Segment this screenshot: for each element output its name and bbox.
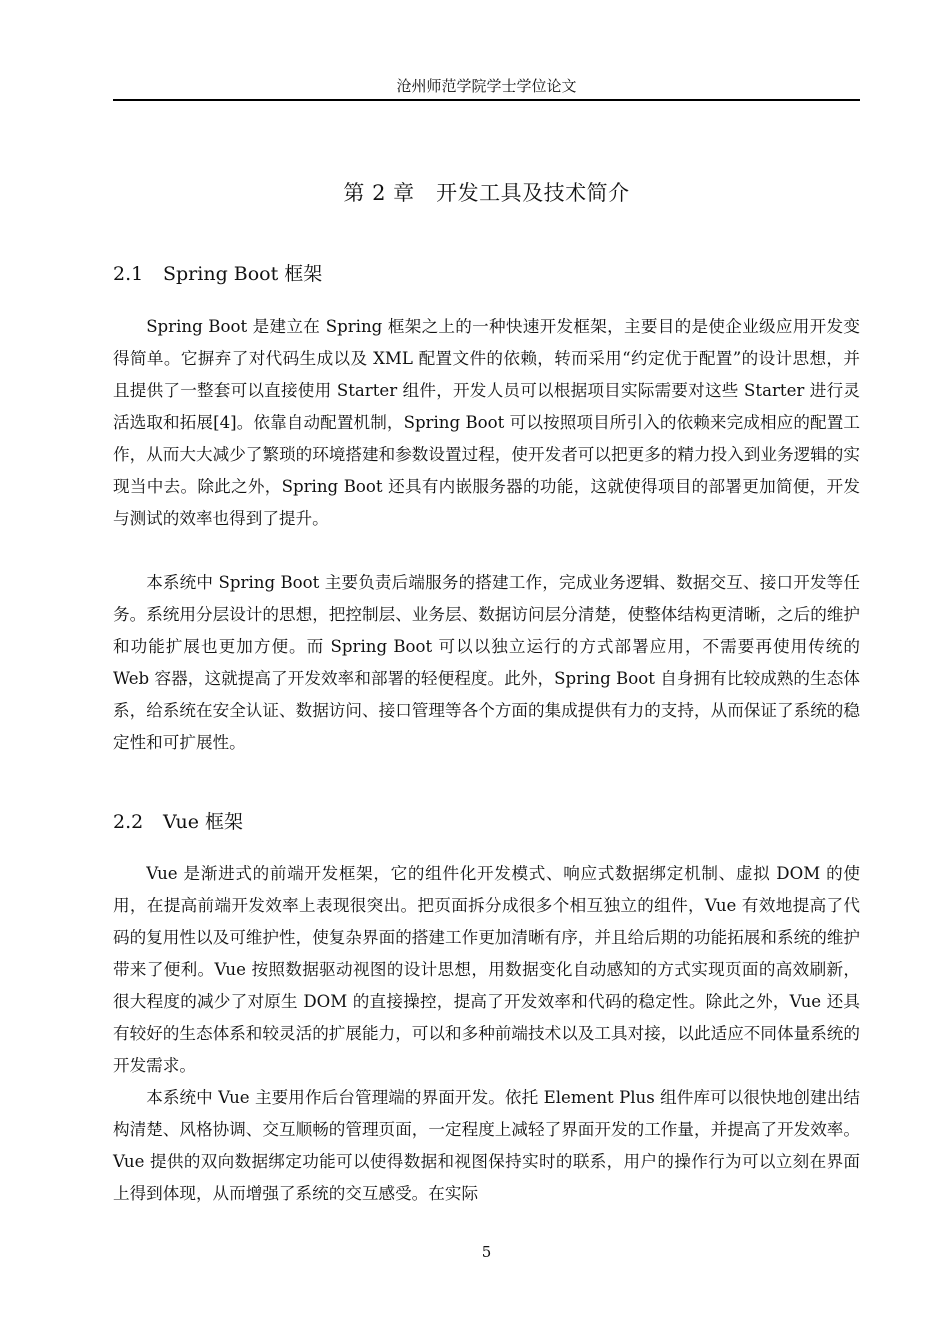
section-title: Spring Boot 框架 [163,263,323,285]
section-title: Vue 框架 [163,811,244,833]
paragraph: Vue 是渐进式的前端开发框架，它的组件化开发模式、响应式数据绑定机制、虚拟 DOM 的使用，在提高前端开发效率上表现很突出。把页面拆分成很多个相互独立的组件，Vue 有效地提高了代码的复用性以及可维护性，使复杂界面的搭建工作更加清晰有序，并且给后期的功能拓展和系统的维护带来了便利。Vue 按照数据驱动视图的设计思想，用数据变化自动感知的方式实现页面的高效刷新，很大程度的减少了对原生 DOM 的直接操控，提高了开发效率和代码的稳定性。除此之外，Vue 还具有较好的生态体系和较灵活的扩展能力，可以和多种前端技术以及工具对接，以此适应不同体量系统的开发需求。 [113,864,860,1075]
paragraph: 本系统中 Vue 主要用作后台管理端的界面开发。依托 Element Plus 组件库可以很快地创建出结构清楚、风格协调、交互顺畅的管理页面，一定程度上减轻了界面开发的工作量，并提高了开发效率。Vue 提供的双向数据绑定功能可以使得数据和视图保持实时的联系，用户的操作行为可以立刻在界面上得到体现，从而增强了系统的交互感受。在实际 [113,1088,860,1203]
section-heading-2-2 [113,808,243,836]
chapter-title: 第 2 章 开发工具及技术简介 [343,181,630,205]
page-number: 5 [481,1243,492,1261]
paragraph: Spring Boot 是建立在 Spring 框架之上的一种快速开发框架，主要目的是使企业级应用开发变得简单。它摒弃了对代码生成以及 XML 配置文件的依赖，转而采用“约定优于配置”的设计思想，并且提供了一整套可以直接使用 Starter 组件，开发人员可以根据项目实际需要对这些 Starter 进行灵活选取和拓展[4]。依靠自动配置机制，Spring Boot 可以按照项目所引入的依赖来完成相应的配置工作，从而大大减少了繁琐的环境搭建和参数设置过程，使开发者可以把更多的精力投入到业务逻辑的实现当中去。除此之外，Spring Boot 还具有内嵌服务器的功能，这就使得项目的部署更加简便，开发与测试的效率也得到了提升。 [113,317,860,528]
running-header: 沧州师范学院学士学位论文 [396,77,577,95]
section-number: 2.2 [113,811,144,833]
header-rule [113,99,860,101]
section-heading-2-1 [113,260,322,288]
section-number: 2.1 [113,263,144,285]
paragraph: 本系统中 Spring Boot 主要负责后端服务的搭建工作，完成业务逻辑、数据交互、接口开发等任务。系统用分层设计的思想，把控制层、业务层、数据访问层分清楚，使整体结构更清晰，之后的维护和功能扩展也更加方便。而 Spring Boot 可以以独立运行的方式部署应用，不需要再使用传统的 Web 容器，这就提高了开发效率和部署的轻便程度。此外，Spring Boot 自身拥有比较成熟的生态体系，给系统在安全认证、数据访问、接口管理等各个方面的集成提供有力的支持，从而保证了系统的稳定性和可扩展性。 [113,573,860,752]
